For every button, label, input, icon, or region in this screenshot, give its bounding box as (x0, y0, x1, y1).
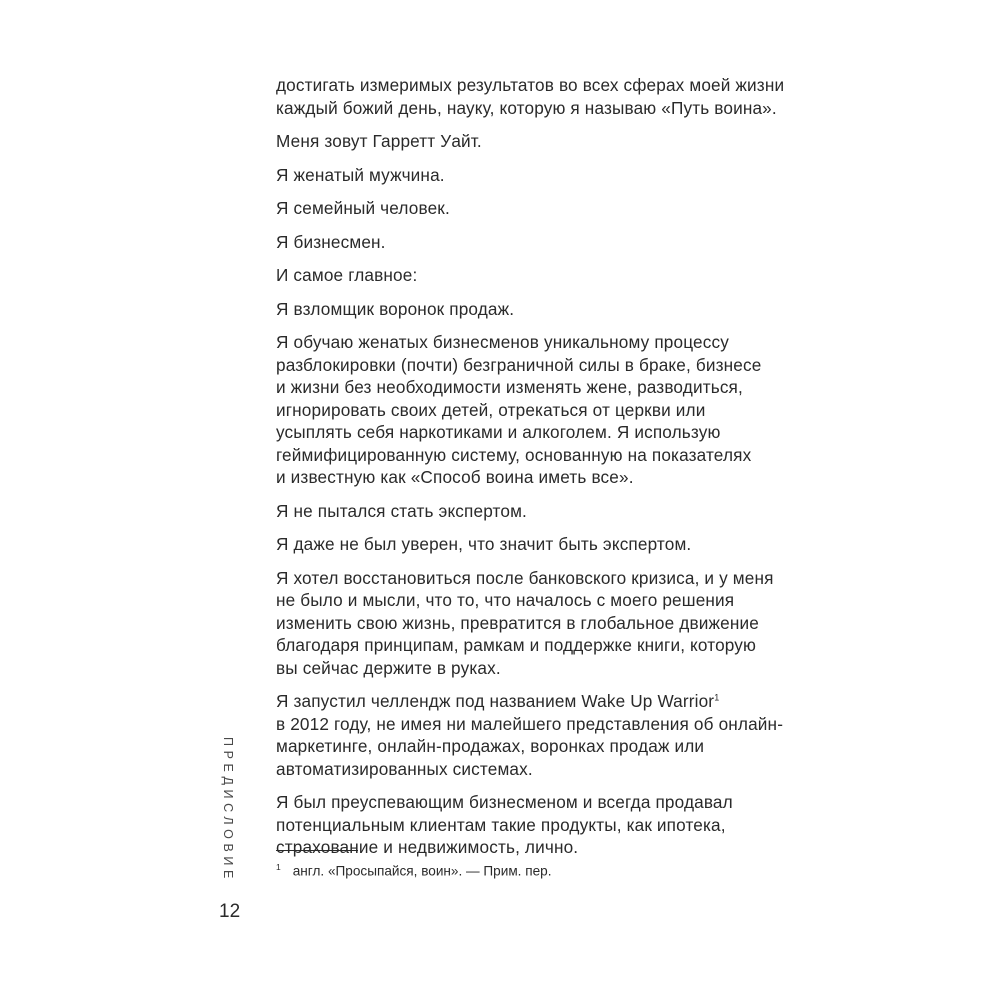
text-line: каждый божий день, науку, которую я называю «Путь воина». (276, 97, 777, 118)
text-line: автоматизированных системах. (276, 758, 533, 779)
text-line: и известную как «Способ воина иметь все». (276, 467, 634, 487)
text-line: и жизни без необходимости изменять жене, разводиться, (276, 377, 743, 397)
paragraph (276, 567, 796, 680)
paragraph (276, 791, 796, 859)
text-line: Я не пытался стать экспертом. (276, 500, 527, 521)
text-line: благодаря принципам, рамкам и поддержке книги, которую (276, 635, 757, 655)
text-line: в 2012 году, не имея ни малейшего представления об онлайн- (276, 713, 784, 734)
text-line: маркетинге, онлайн-продажах, воронках продаж или (276, 736, 705, 756)
text-line: Меня зовут Гарретт Уайт. (276, 131, 482, 151)
text-line: разблокировки (почти) безграничной силы в браке, бизнесе (276, 354, 762, 375)
text-line: Я бизнесмен. (276, 231, 386, 252)
page-number: 12 (219, 901, 241, 922)
paragraph (276, 264, 796, 287)
paragraph (276, 533, 796, 556)
paragraph (276, 500, 796, 523)
text-line: Я семейный человек. (276, 198, 450, 218)
text-line: усыплять себя наркотиками и алкоголем. Я использую (276, 422, 721, 442)
text-line: изменить свою жизнь, превратится в глобальное движение (276, 612, 759, 633)
text-line: игнорировать своих детей, отрекаться от церкви или (276, 399, 706, 420)
text-line: Я был преуспевающим бизнесменом и всегда продавал (276, 792, 733, 812)
paragraph (276, 331, 796, 489)
footnote-text: англ. «Просыпайся, воин». — Прим. пер. (292, 863, 552, 879)
running-section-title: ПРЕДИСЛОВИЕ (221, 737, 235, 883)
text-fragment: Я запустил челлендж под названием Wake Up Warrior (276, 691, 715, 711)
paragraph (276, 298, 796, 321)
text-line: Я женатый мужчина. (276, 164, 445, 185)
paragraph (276, 164, 796, 187)
paragraph (276, 231, 796, 254)
footnote-divider (276, 850, 358, 851)
footnote-reference: 1 (714, 692, 720, 703)
body-text (276, 74, 796, 870)
text-line: Я взломщик воронок продаж. (276, 298, 515, 319)
paragraph (276, 197, 796, 220)
footnote-number: 1 (276, 862, 281, 872)
text-line: геймифицированную систему, основанную на показателях (276, 444, 752, 465)
footnote (276, 858, 552, 881)
paragraph (276, 74, 796, 119)
paragraph (276, 130, 796, 153)
text-line: не было и мысли, что то, что началось с моего решения (276, 590, 735, 610)
paragraph (276, 690, 796, 780)
text-line: Я хотел восстановиться после банковского кризиса, и у меня (276, 567, 774, 588)
text-line (276, 690, 796, 713)
text-line: И самое главное: (276, 265, 418, 285)
text-line: потенциальным клиентам такие продукты, как ипотека, (276, 814, 726, 835)
text-line: вы сейчас держите в руках. (276, 657, 501, 678)
text-line: Я обучаю женатых бизнесменов уникальному процессу (276, 332, 729, 352)
text-line: страхование и недвижимость, лично. (276, 837, 579, 857)
text-line: достигать измеримых результатов во всех сферах моей жизни (276, 75, 785, 95)
text-line: Я даже не был уверен, что значит быть экспертом. (276, 534, 692, 554)
